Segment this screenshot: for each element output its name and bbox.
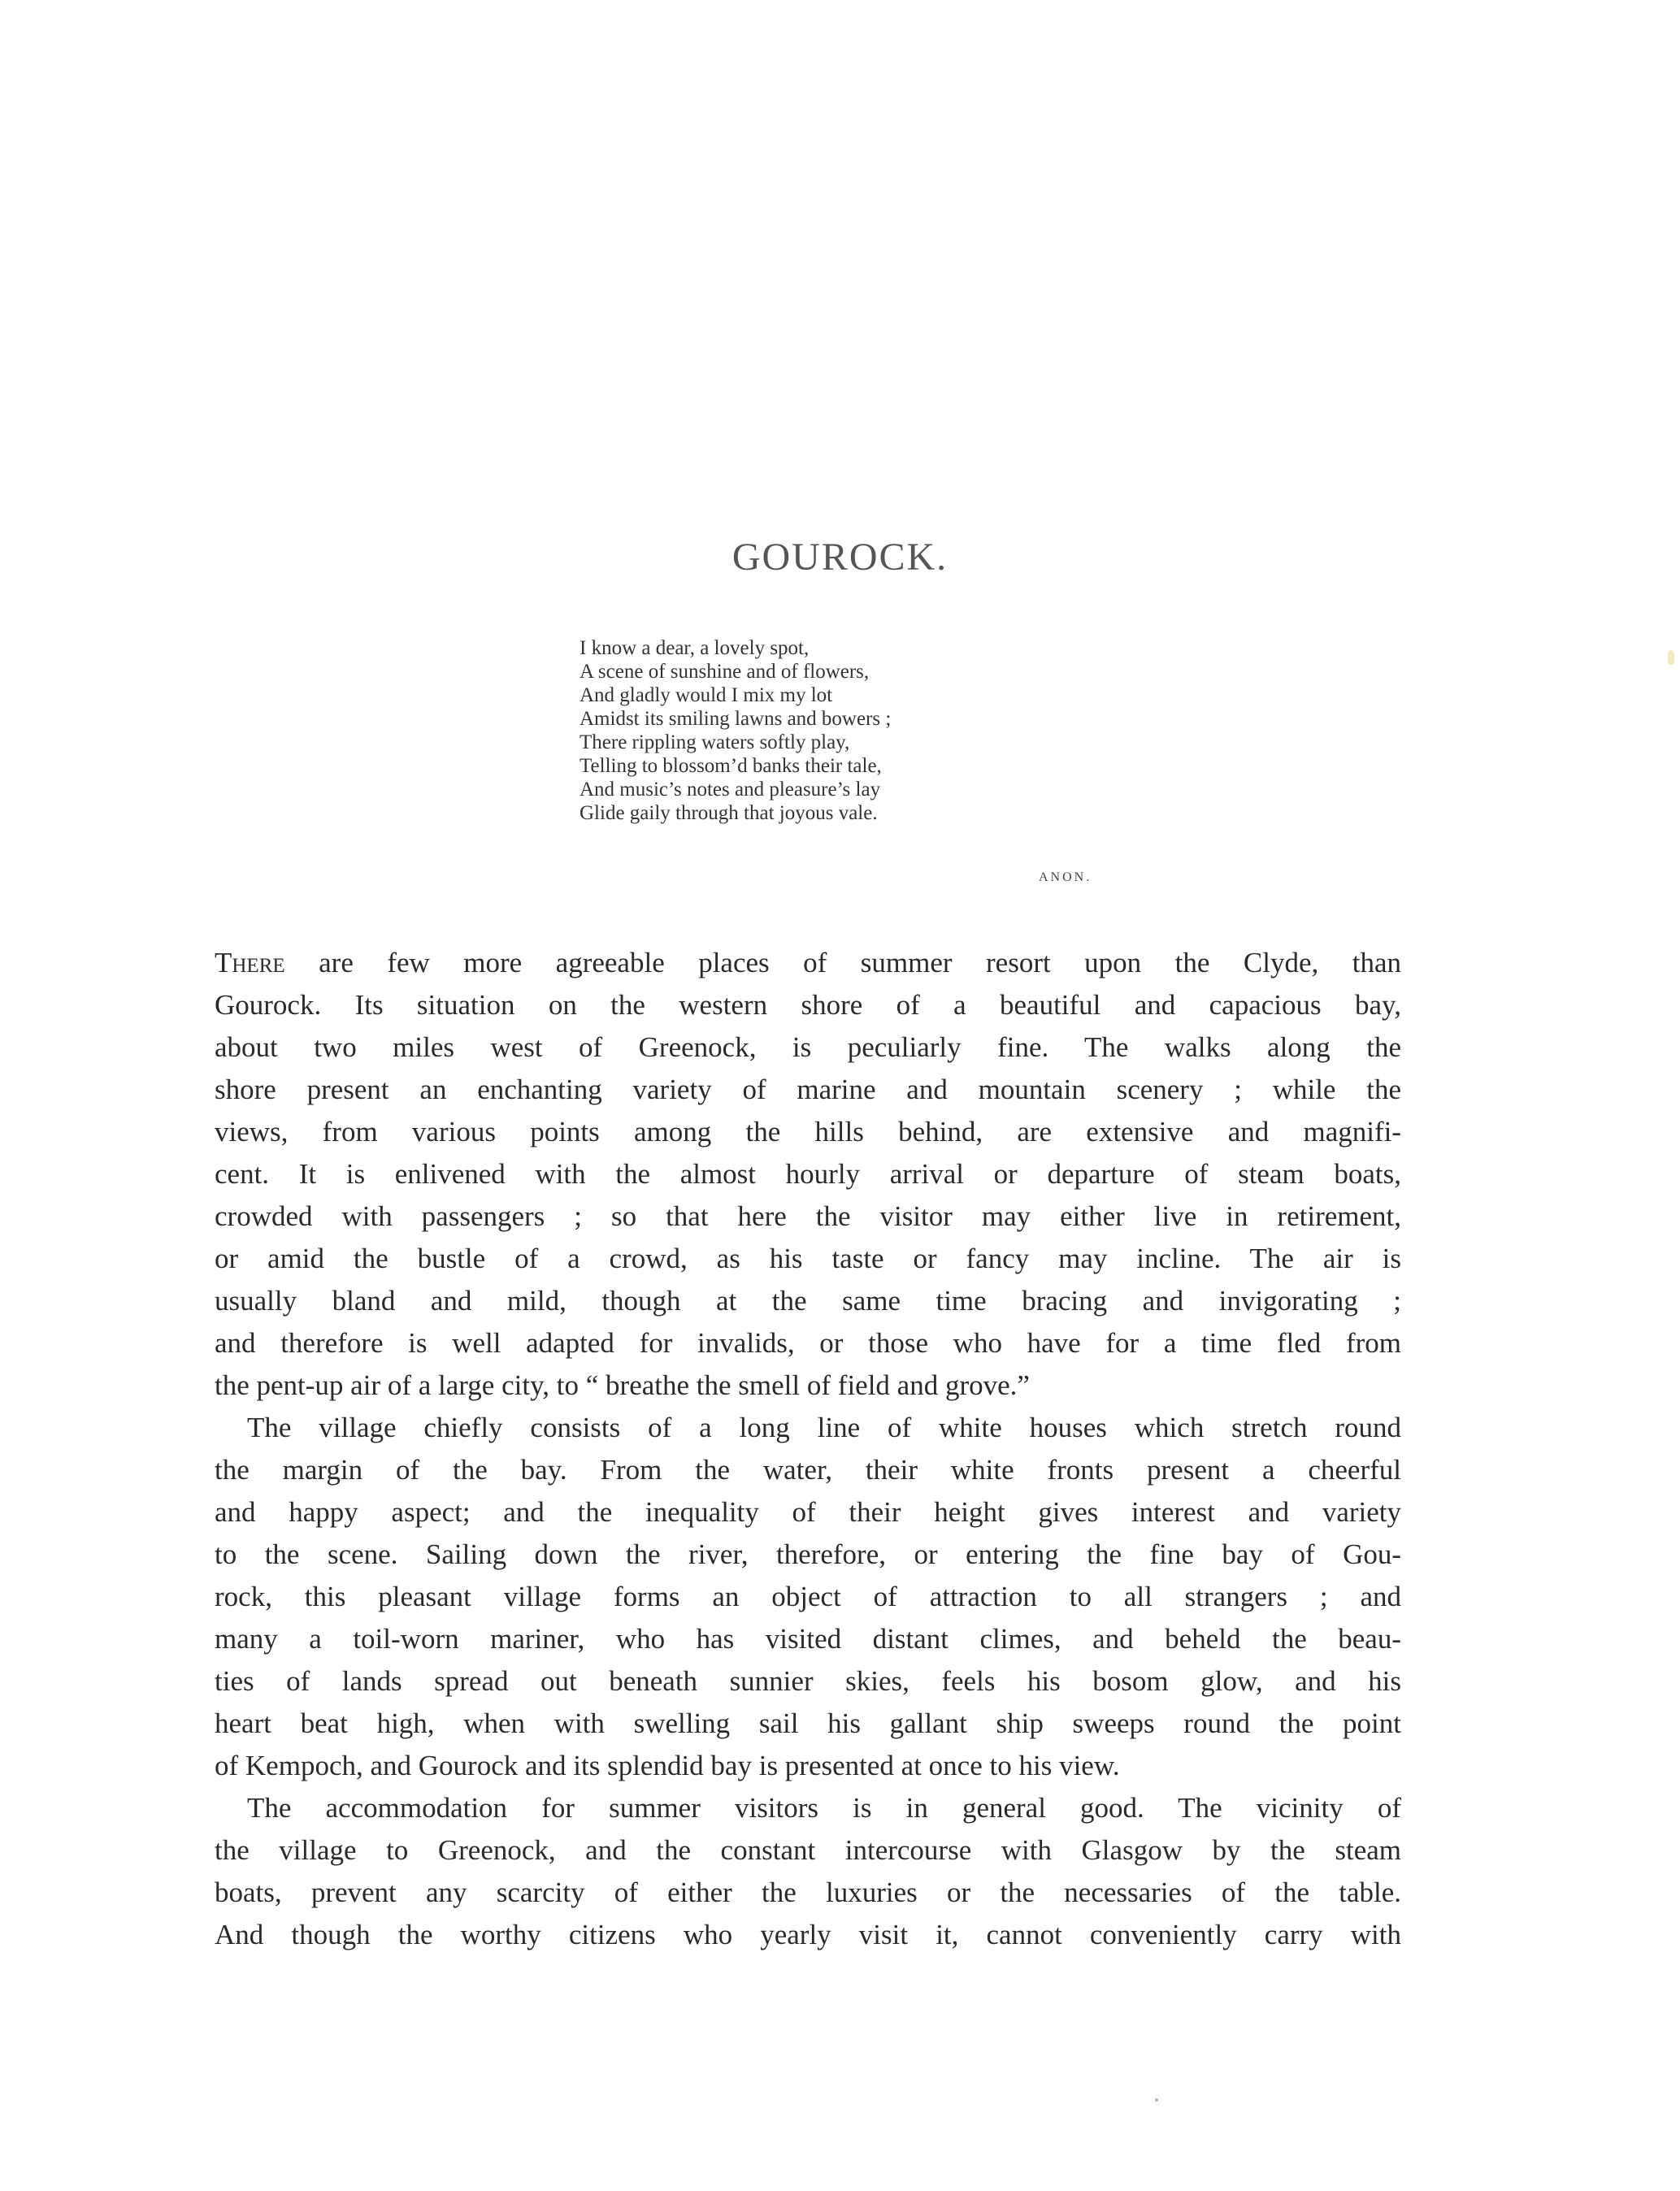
paragraph-start: The accommodation for summer visitors is in general good. The vicinity of	[247, 1792, 1401, 1824]
body-line: cent. It is enlivened with the almost hourly arrival or departure of steam boats,	[215, 1158, 1401, 1190]
body-line: of Kempoch, and Gourock and its splendid bay is presented at once to his view.	[215, 1750, 1120, 1781]
paragraph-start: The village chiefly consists of a long line of white houses which stretch round	[247, 1412, 1401, 1443]
body-line: Gourock. Its situation on the western shore of a beautiful and capacious bay,	[215, 989, 1401, 1021]
paper-speck	[1155, 2098, 1158, 2102]
poem-line: I know a dear, a lovely spot,	[580, 637, 810, 659]
body-line: boats, prevent any scarcity of either the luxuries or the necessaries of the table.	[215, 1876, 1401, 1908]
body-line: and happy aspect; and the inequality of their height gives interest and variety	[215, 1496, 1401, 1528]
page-title: GOUROCK.	[731, 536, 949, 579]
body-line: ties of lands spread out beneath sunnier skies, feels his bosom glow, and his	[215, 1665, 1401, 1697]
body-line: the village to Greenock, and the constant intercourse with Glasgow by the steam	[215, 1834, 1401, 1866]
poem-line: Amidst its smiling lawns and bowers ;	[580, 708, 892, 730]
poem-attribution: ANON.	[1039, 870, 1092, 884]
body-line	[215, 942, 1401, 984]
body-line: about two miles west of Greenock, is peculiarly fine. The walks along the	[215, 1031, 1401, 1063]
body-line: shore present an enchanting variety of marine and mountain scenery ; while the	[215, 1074, 1401, 1105]
poem-line: Telling to blossom’d banks their tale,	[580, 755, 882, 777]
poem-line: Glide gaily through that joyous vale.	[580, 802, 878, 824]
body-line: many a toil-worn mariner, who has visited distant climes, and beheld the beau-	[215, 1623, 1401, 1655]
poem-line: There rippling waters softly play,	[580, 731, 850, 753]
body-line: or amid the bustle of a crowd, as his taste or fancy may incline. The air is	[215, 1243, 1401, 1274]
body-line: crowded with passengers ; so that here the visitor may either live in retirement,	[215, 1200, 1401, 1232]
body-line: and therefore is well adapted for invalids, or those who have for a time fled from	[215, 1327, 1401, 1359]
poem-line: And gladly would I mix my lot	[580, 684, 833, 706]
poem-line: A scene of sunshine and of flowers,	[580, 661, 870, 683]
epigraph-poem	[580, 636, 1100, 825]
body-line: usually bland and mild, though at the same time bracing and invigorating ;	[215, 1285, 1401, 1317]
body-line: And though the worthy citizens who yearly visit it, cannot conveniently carry with	[215, 1919, 1401, 1950]
paper-edge-mark	[1668, 650, 1674, 665]
body-line: to the scene. Sailing down the river, therefore, or entering the fine bay of Gou-	[215, 1538, 1401, 1570]
lead-word: There	[215, 947, 285, 978]
body-line: rock, this pleasant village forms an object of attraction to all strangers ; and	[215, 1581, 1401, 1612]
body-line-text: are few more agreeable places of summer resort upon the Clyde, than	[284, 947, 1401, 978]
body-text	[215, 942, 1401, 1956]
body-line: views, from various points among the hills behind, are extensive and magnifi-	[215, 1116, 1401, 1148]
poem-line: And music’s notes and pleasure’s lay	[580, 779, 881, 800]
body-line: the pent-up air of a large city, to “ breathe the smell of field and grove.”	[215, 1369, 1030, 1401]
body-line: heart beat high, when with swelling sail his gallant ship sweeps round the point	[215, 1707, 1401, 1739]
body-line: the margin of the bay. From the water, their white fronts present a cheerful	[215, 1454, 1401, 1486]
